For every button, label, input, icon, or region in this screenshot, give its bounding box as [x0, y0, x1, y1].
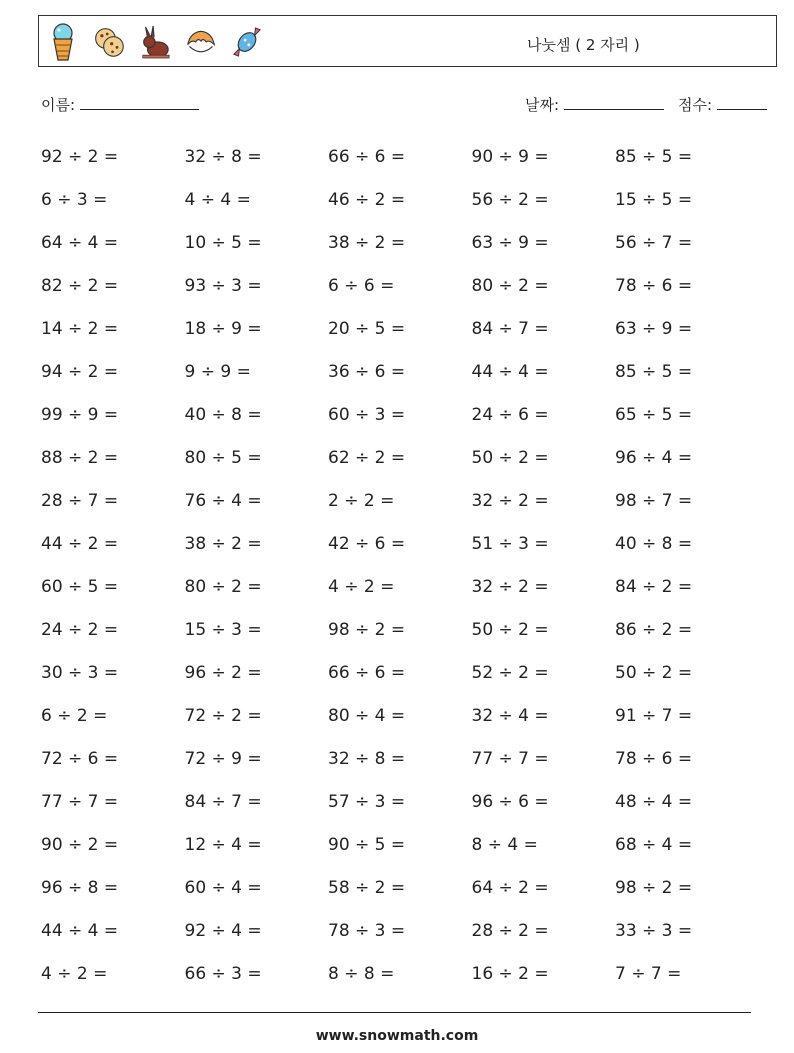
problem: 72 ÷ 6 =: [41, 748, 119, 769]
problem: 50 ÷ 2 =: [471, 447, 549, 468]
problem-grid: [41, 135, 759, 995]
problem: 32 ÷ 2 =: [471, 490, 549, 511]
worksheet-title: 나눗셈 ( 2 자리 ): [527, 36, 640, 54]
problem: 14 ÷ 2 =: [41, 318, 119, 339]
problem: 36 ÷ 6 =: [328, 361, 406, 382]
problem: 84 ÷ 7 =: [471, 318, 549, 339]
problem: 96 ÷ 6 =: [471, 791, 549, 812]
cookies-icon: [93, 22, 125, 62]
problem: 98 ÷ 2 =: [615, 877, 693, 898]
footer-divider: [38, 1012, 751, 1013]
problem: 96 ÷ 2 =: [184, 662, 262, 683]
problem-row: [41, 823, 759, 866]
problem: 85 ÷ 5 =: [615, 361, 693, 382]
problem: 72 ÷ 2 =: [184, 705, 262, 726]
problem-row: [41, 737, 759, 780]
problem: 72 ÷ 9 =: [184, 748, 262, 769]
problem: 98 ÷ 7 =: [615, 490, 693, 511]
problem: 78 ÷ 6 =: [615, 748, 693, 769]
problem-row: [41, 909, 759, 952]
problem: 78 ÷ 3 =: [328, 920, 406, 941]
problem: 62 ÷ 2 =: [328, 447, 406, 468]
problem-row: [41, 780, 759, 823]
problem-row: [41, 866, 759, 909]
problem-row: [41, 479, 759, 522]
problem-row: [41, 694, 759, 737]
header-box: [38, 15, 777, 67]
problem: 92 ÷ 2 =: [41, 146, 119, 167]
score-blank: [717, 95, 767, 110]
problem: 90 ÷ 2 =: [41, 834, 119, 855]
problem: 4 ÷ 2 =: [328, 576, 395, 597]
score-label: 점수:: [678, 96, 713, 114]
problem: 94 ÷ 2 =: [41, 361, 119, 382]
problem: 8 ÷ 8 =: [328, 963, 395, 984]
problem: 38 ÷ 2 =: [184, 533, 262, 554]
problem: 58 ÷ 2 =: [328, 877, 406, 898]
problem: 56 ÷ 7 =: [615, 232, 693, 253]
problem: 96 ÷ 8 =: [41, 877, 119, 898]
problem: 76 ÷ 4 =: [184, 490, 262, 511]
problem: 99 ÷ 9 =: [41, 404, 119, 425]
problem: 50 ÷ 2 =: [471, 619, 549, 640]
problem-row: [41, 393, 759, 436]
problem: 90 ÷ 5 =: [328, 834, 406, 855]
problem: 6 ÷ 2 =: [41, 705, 108, 726]
problem: 65 ÷ 5 =: [615, 404, 693, 425]
problem: 64 ÷ 4 =: [41, 232, 119, 253]
problem-row: [41, 436, 759, 479]
problem: 46 ÷ 2 =: [328, 189, 406, 210]
problem: 40 ÷ 8 =: [615, 533, 693, 554]
problem: 66 ÷ 6 =: [328, 146, 406, 167]
ice-cream-icon: [47, 22, 79, 62]
problem: 96 ÷ 4 =: [615, 447, 693, 468]
problem: 44 ÷ 4 =: [41, 920, 119, 941]
problem: 15 ÷ 3 =: [184, 619, 262, 640]
problem: 32 ÷ 8 =: [184, 146, 262, 167]
problem: 6 ÷ 6 =: [328, 275, 395, 296]
croissant-icon: [185, 22, 217, 62]
problem: 80 ÷ 4 =: [328, 705, 406, 726]
problem: 88 ÷ 2 =: [41, 447, 119, 468]
problem: 80 ÷ 2 =: [471, 275, 549, 296]
problem: 30 ÷ 3 =: [41, 662, 119, 683]
problem: 28 ÷ 7 =: [41, 490, 119, 511]
problem: 77 ÷ 7 =: [471, 748, 549, 769]
footer-url: www.snowmath.com: [315, 1028, 479, 1044]
problem: 90 ÷ 9 =: [471, 146, 549, 167]
problem: 15 ÷ 5 =: [615, 189, 693, 210]
problem-row: [41, 264, 759, 307]
problem: 68 ÷ 4 =: [615, 834, 693, 855]
date-field: [525, 94, 664, 115]
problem: 28 ÷ 2 =: [471, 920, 549, 941]
problem: 4 ÷ 4 =: [184, 189, 251, 210]
problem: 32 ÷ 4 =: [471, 705, 549, 726]
problem: 2 ÷ 2 =: [328, 490, 395, 511]
problem: 63 ÷ 9 =: [471, 232, 549, 253]
name-label: 이름:: [41, 96, 76, 114]
problem: 82 ÷ 2 =: [41, 275, 119, 296]
problem: 60 ÷ 5 =: [41, 576, 119, 597]
problem-row: [41, 522, 759, 565]
problem-row: [41, 952, 759, 995]
problem: 51 ÷ 3 =: [471, 533, 549, 554]
problem: 7 ÷ 7 =: [615, 963, 682, 984]
problem: 84 ÷ 7 =: [184, 791, 262, 812]
problem: 86 ÷ 2 =: [615, 619, 693, 640]
date-label: 날짜:: [525, 96, 560, 114]
problem: 12 ÷ 4 =: [184, 834, 262, 855]
problem: 16 ÷ 2 =: [471, 963, 549, 984]
problem-row: [41, 135, 759, 178]
date-blank: [564, 95, 664, 110]
problem-row: [41, 178, 759, 221]
problem: 57 ÷ 3 =: [328, 791, 406, 812]
problem-row: [41, 565, 759, 608]
problem: 64 ÷ 2 =: [471, 877, 549, 898]
problem: 44 ÷ 4 =: [471, 361, 549, 382]
problem: 42 ÷ 6 =: [328, 533, 406, 554]
problem: 33 ÷ 3 =: [615, 920, 693, 941]
problem-row: [41, 307, 759, 350]
problem: 84 ÷ 2 =: [615, 576, 693, 597]
problem: 24 ÷ 6 =: [471, 404, 549, 425]
problem: 63 ÷ 9 =: [615, 318, 693, 339]
problem-row: [41, 608, 759, 651]
problem: 80 ÷ 2 =: [184, 576, 262, 597]
name-blank: [80, 95, 199, 110]
problem: 8 ÷ 4 =: [471, 834, 538, 855]
problem: 60 ÷ 3 =: [328, 404, 406, 425]
problem: 78 ÷ 6 =: [615, 275, 693, 296]
problem: 52 ÷ 2 =: [471, 662, 549, 683]
problem: 4 ÷ 2 =: [41, 963, 108, 984]
problem: 24 ÷ 2 =: [41, 619, 119, 640]
score-field: [678, 94, 767, 115]
problem: 60 ÷ 4 =: [184, 877, 262, 898]
problem: 56 ÷ 2 =: [471, 189, 549, 210]
problem: 44 ÷ 2 =: [41, 533, 119, 554]
problem: 92 ÷ 4 =: [184, 920, 262, 941]
problem: 93 ÷ 3 =: [184, 275, 262, 296]
problem: 10 ÷ 5 =: [184, 232, 262, 253]
problem: 20 ÷ 5 =: [328, 318, 406, 339]
problem-row: [41, 651, 759, 694]
problem: 9 ÷ 9 =: [184, 361, 251, 382]
problem: 32 ÷ 8 =: [328, 748, 406, 769]
problem-row: [41, 221, 759, 264]
candy-icon: [231, 22, 263, 62]
problem: 66 ÷ 6 =: [328, 662, 406, 683]
problem: 6 ÷ 3 =: [41, 189, 108, 210]
problem: 18 ÷ 9 =: [184, 318, 262, 339]
problem: 38 ÷ 2 =: [328, 232, 406, 253]
problem: 80 ÷ 5 =: [184, 447, 262, 468]
problem: 91 ÷ 7 =: [615, 705, 693, 726]
problem: 98 ÷ 2 =: [328, 619, 406, 640]
problem: 32 ÷ 2 =: [471, 576, 549, 597]
problem: 40 ÷ 8 =: [184, 404, 262, 425]
problem: 77 ÷ 7 =: [41, 791, 119, 812]
problem: 66 ÷ 3 =: [184, 963, 262, 984]
header-icons: [47, 22, 277, 62]
problem: 48 ÷ 4 =: [615, 791, 693, 812]
problem-row: [41, 350, 759, 393]
chocolate-bunny-icon: [139, 22, 171, 62]
problem: 85 ÷ 5 =: [615, 146, 693, 167]
name-field: [41, 94, 199, 115]
problem: 50 ÷ 2 =: [615, 662, 693, 683]
